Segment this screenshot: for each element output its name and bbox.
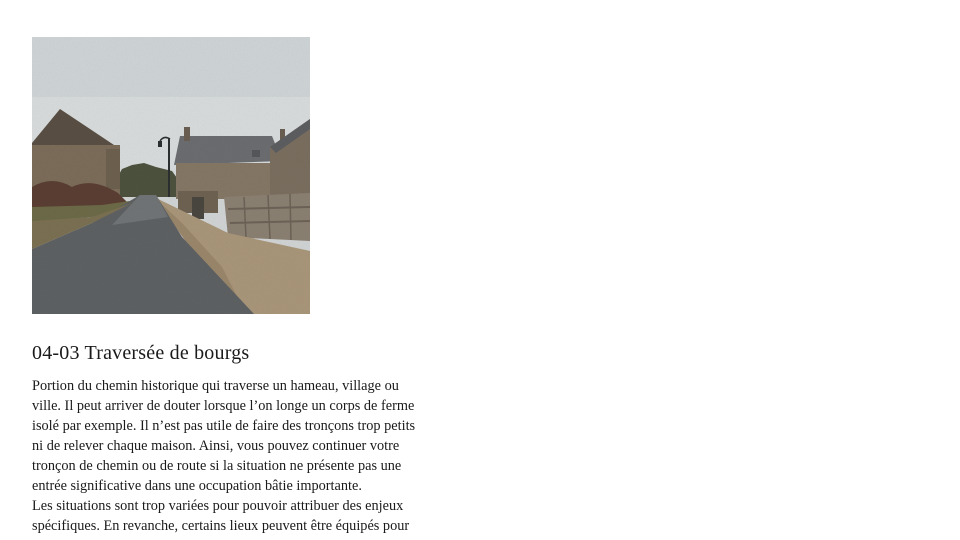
village-road-photo xyxy=(32,37,310,314)
text-line: Portion du chemin historique qui traverse un hameau, village ou xyxy=(32,378,399,394)
paragraph-2 xyxy=(32,496,472,536)
text-line: tronçon de chemin ou de route si la situation ne présente pas une xyxy=(32,458,402,474)
barn-roof xyxy=(174,136,282,165)
section-body xyxy=(32,376,472,536)
photo-illustration xyxy=(32,37,310,314)
text-line: isolé par exemple. Il n’est pas utile de faire des tronçons trop petits xyxy=(32,418,416,434)
stone-wall xyxy=(224,193,310,241)
text-line: Les situations sont trop variées pour pouvoir attribuer des enjeux xyxy=(32,498,404,514)
text-line: ni de relever chaque maison. Ainsi, vous pouvez continuer votre xyxy=(32,438,400,454)
text-line: entrée significative dans une occupation bâtie importante. xyxy=(32,478,362,494)
section-title: 04-03 Traversée de bourgs xyxy=(32,342,250,364)
text-line: ville. Il peut arriver de douter lorsque l’on longe un corps de ferme xyxy=(32,398,415,414)
text-line: spécifiques. En revanche, certains lieux peuvent être équipés pour xyxy=(32,518,410,534)
paragraph-1 xyxy=(32,376,472,496)
lamp-post xyxy=(168,139,170,197)
